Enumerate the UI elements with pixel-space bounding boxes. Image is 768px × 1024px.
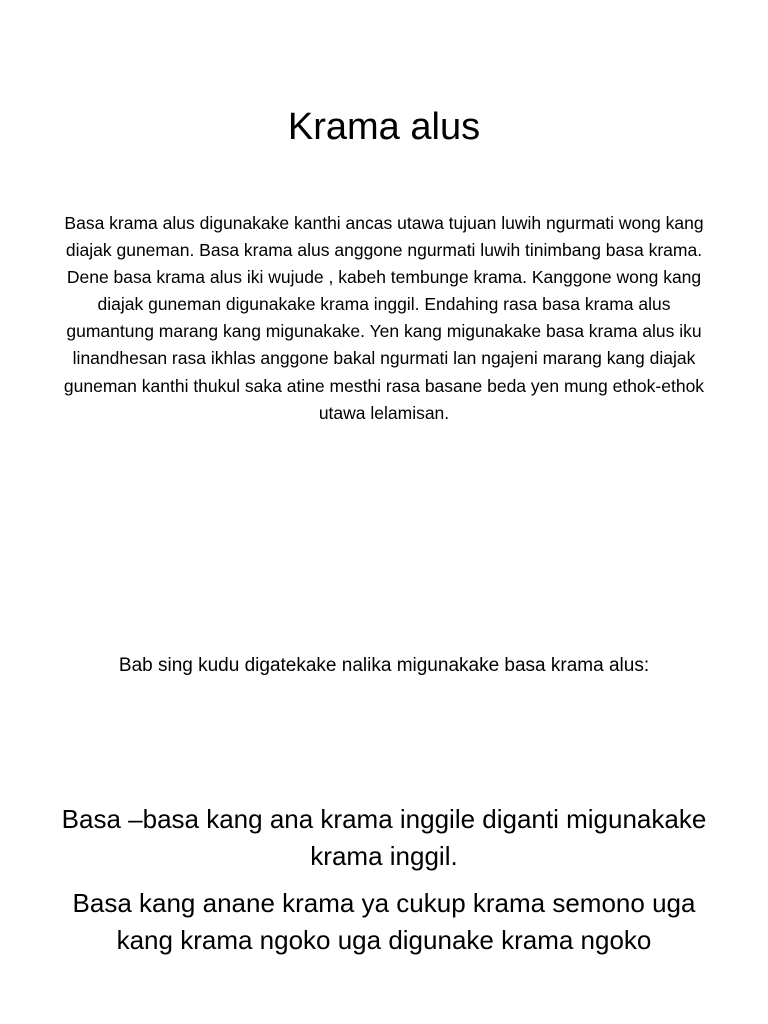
point-item: Basa –basa kang ana krama inggile diganti migunakake krama inggil. — [61, 804, 707, 871]
body-paragraph: Basa krama alus digunakake kanthi ancas utawa tujuan luwih ngurmati wong kang diajak guneman. Basa krama alus anggone ngurmati luwih tinimbang basa krama. Dene basa krama alus iki wujude , kabeh tembunge krama. Kanggone wong kang diajak guneman digunakake krama inggil. Endahing rasa basa krama alus gumantung marang kang migunakake. Yen kang migunakake basa krama alus iku linandhesan rasa ikhlas anggone bakal ngurmati lan ngajeni marang kang diajak guneman kanthi thukul saka atine mesthi rasa basane beda yen mung ethok-ethok utawa lelamisan. — [63, 213, 705, 423]
point-item: Basa kang anane krama ya cukup krama semono uga kang krama ngoko uga digunake krama ngoko — [72, 888, 696, 955]
subheading: Bab sing kudu digatekake nalika migunakake basa krama alus: — [118, 655, 650, 676]
slide-title: Krama alus — [287, 106, 481, 148]
points-list — [50, 801, 718, 969]
